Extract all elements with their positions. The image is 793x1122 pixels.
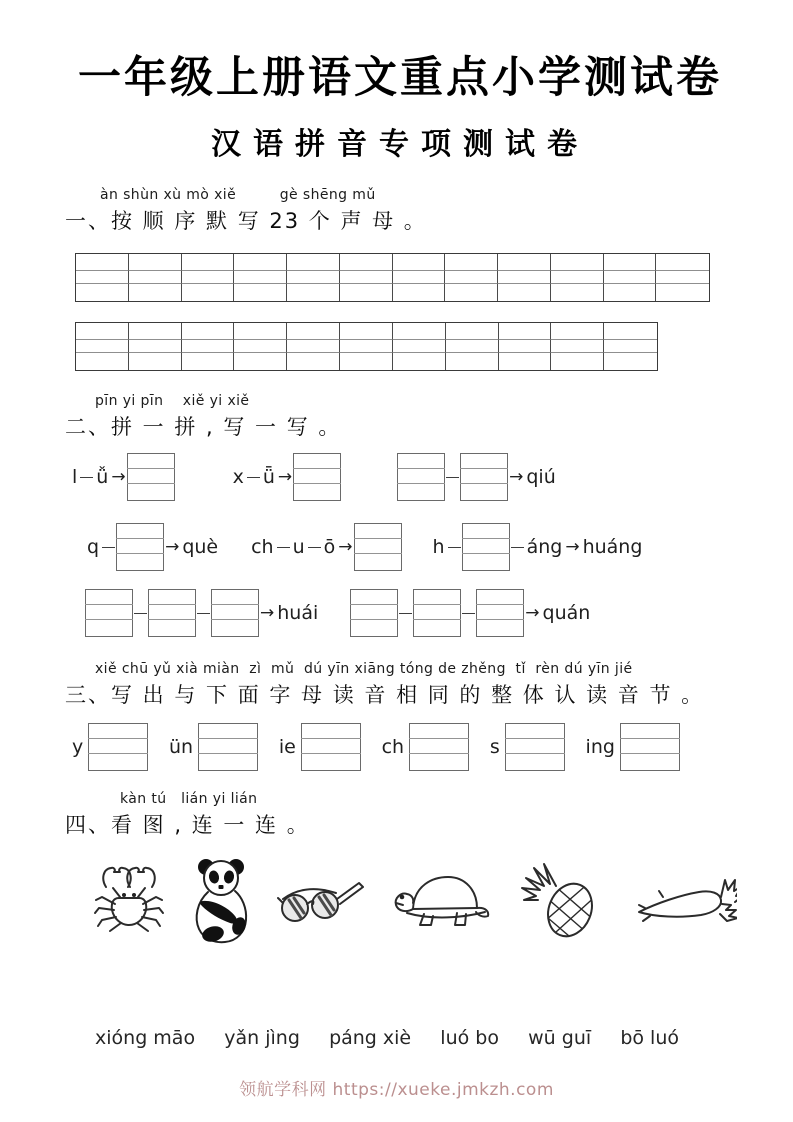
answer-box: [198, 723, 258, 771]
grid-cell: [129, 323, 182, 340]
syllable-item: [584, 723, 680, 771]
grid-cell: [445, 271, 498, 284]
turtle-icon: [391, 869, 493, 931]
arrow-icon: →: [338, 537, 353, 557]
answer-box: [350, 589, 398, 637]
answer-box: [620, 723, 680, 771]
grid-cell: [182, 254, 235, 271]
syllable-label: ie: [278, 736, 296, 758]
pinyin-token: ǖ: [262, 466, 275, 488]
grid-cell: [340, 254, 393, 271]
answer-box: [397, 453, 445, 501]
grid-cell: [446, 323, 499, 340]
grid-cell: [604, 254, 657, 271]
arrow-icon: →: [165, 537, 180, 557]
pinyin-token: ch: [251, 536, 274, 558]
initials-grid-top: [75, 253, 710, 302]
section-one-initials: [65, 187, 735, 371]
crab-image: [93, 860, 165, 940]
turtle-image: [391, 869, 493, 931]
pinyin-token: x: [232, 466, 244, 488]
grid-cell: [604, 271, 657, 284]
grid-cell: [393, 353, 446, 370]
grid-cell: [604, 340, 657, 353]
arrow-icon: →: [260, 603, 275, 623]
pinyin-word: xióng māo: [95, 1027, 196, 1049]
grid-cell: [129, 284, 182, 301]
grid-cell: [287, 254, 340, 271]
page-subtitle: 汉语拼音专项测试卷: [211, 128, 589, 161]
answer-box: [85, 589, 133, 637]
grid-cell: [76, 271, 129, 284]
connector-line: [446, 477, 459, 478]
pinyin-token: quán: [542, 602, 591, 624]
grid-cell: [446, 340, 499, 353]
grid-cell: [129, 353, 182, 370]
pinyin-token: q: [87, 536, 100, 558]
grid-cell: [76, 323, 129, 340]
connector-line: [80, 477, 93, 478]
pineapple-icon: [518, 858, 610, 942]
grid-cell: [182, 271, 235, 284]
grid-cell: [287, 353, 340, 370]
grid-cell: [340, 340, 393, 353]
syllable-label: y: [72, 736, 84, 758]
pineapple-image: [518, 858, 610, 942]
grid-cell: [182, 323, 235, 340]
section-one-heading: 一、按 顺 序 默 写 23 个 声 母 。: [65, 209, 427, 233]
grid-cell: [340, 353, 393, 370]
panda-icon: [190, 856, 252, 944]
grid-cell: [656, 284, 709, 301]
grid-cell: [498, 271, 551, 284]
spelling-exercise: [350, 589, 592, 637]
pinyin-token: huái: [277, 602, 319, 624]
grid-cell: [499, 353, 552, 370]
pinyin-token: què: [182, 536, 219, 558]
grid-cell: [393, 340, 446, 353]
connector-line: [277, 547, 290, 548]
carrot-icon: [635, 872, 737, 928]
grid-cell: [499, 323, 552, 340]
grid-cell: [234, 323, 287, 340]
pinyin-word: luó bo: [440, 1027, 499, 1049]
answer-box: [211, 589, 259, 637]
section-four-heading: 四、看 图 , 连 一 连 。: [65, 813, 310, 837]
pinyin-token: áng: [526, 536, 563, 558]
pinyin-token: u: [292, 536, 305, 558]
grid-cell: [76, 340, 129, 353]
answer-box: [354, 523, 402, 571]
syllable-label: ing: [585, 736, 615, 758]
grid-cell: [340, 323, 393, 340]
syllable-label: s: [489, 736, 500, 758]
section-four-pinyin: kàn tú lián yi lián: [120, 791, 258, 807]
grid-cell: [551, 340, 604, 353]
connector-line: [197, 613, 210, 614]
grid-cell: [129, 340, 182, 353]
grid-cell: [234, 340, 287, 353]
answer-box: [413, 589, 461, 637]
connector-line: [308, 547, 321, 548]
initials-grid-bottom: [75, 322, 658, 371]
answer-box: [476, 589, 524, 637]
answer-box: [460, 453, 508, 501]
spelling-row-2: [85, 523, 735, 571]
grid-cell: [393, 323, 446, 340]
spelling-exercise: [231, 453, 342, 501]
answer-box: [293, 453, 341, 501]
grid-cell: [551, 353, 604, 370]
section-four-matching: [65, 791, 735, 1049]
pinyin-word: yǎn jìng: [224, 1027, 300, 1049]
grid-cell: [76, 353, 129, 370]
grid-cell: [182, 284, 235, 301]
connector-line: [448, 547, 461, 548]
syllable-label: ün: [169, 736, 194, 758]
glasses-icon: [277, 875, 365, 925]
syllable-label: ch: [381, 736, 405, 758]
grid-cell: [287, 323, 340, 340]
grid-cell: [445, 284, 498, 301]
arrow-icon: →: [277, 467, 293, 487]
answer-box: [148, 589, 196, 637]
pinyin-token: h: [432, 536, 445, 558]
grid-cell: [287, 271, 340, 284]
section-one-pinyin: àn shùn xù mò xiě gè shēng mǔ: [100, 187, 376, 203]
section-two-spelling: [65, 393, 735, 637]
grid-cell: [340, 271, 393, 284]
answer-box: [462, 523, 510, 571]
spelling-row-3: [85, 589, 735, 637]
grid-cell: [445, 254, 498, 271]
answer-box: [409, 723, 469, 771]
grid-cell: [604, 284, 657, 301]
spelling-exercise: [70, 453, 175, 501]
grid-cell: [182, 353, 235, 370]
spelling-exercise: [249, 523, 401, 571]
syllable-item: [70, 723, 148, 771]
connector-line: [511, 547, 524, 548]
arrow-icon: →: [525, 603, 540, 623]
matching-images-row: [93, 853, 737, 947]
grid-cell: [604, 323, 657, 340]
pinyin-token: qiú: [526, 466, 556, 488]
grid-cell: [182, 340, 235, 353]
pinyin-token: l: [72, 466, 78, 488]
grid-cell: [340, 284, 393, 301]
grid-cell: [498, 284, 551, 301]
section-two-heading: 二、拼 一 拼 , 写 一 写 。: [65, 415, 342, 439]
connector-line: [102, 547, 115, 548]
grid-cell: [604, 353, 657, 370]
grid-cell: [393, 254, 446, 271]
grid-cell: [287, 284, 340, 301]
grid-cell: [551, 323, 604, 340]
connector-line: [399, 613, 412, 614]
connector-line: [462, 613, 475, 614]
connector-line: [247, 477, 260, 478]
pinyin-word: páng xiè: [329, 1027, 412, 1049]
carrot-image: [635, 872, 737, 928]
grid-cell: [76, 284, 129, 301]
glasses-image: [277, 875, 365, 925]
grid-cell: [129, 254, 182, 271]
grid-cell: [287, 340, 340, 353]
arrow-icon: →: [509, 467, 524, 487]
answer-box: [301, 723, 361, 771]
syllable-item: [167, 723, 258, 771]
syllable-item: [380, 723, 470, 771]
arrow-icon: →: [565, 537, 580, 557]
grid-cell: [129, 271, 182, 284]
grid-cell: [76, 254, 129, 271]
matching-words-row: [95, 1027, 679, 1049]
grid-cell: [551, 271, 604, 284]
pinyin-token: ō: [323, 536, 336, 558]
grid-cell: [234, 254, 287, 271]
footer-watermark: 领航学科网 https://xueke.jmkzh.com: [239, 1080, 554, 1100]
crab-icon: [93, 860, 165, 940]
answer-box: [127, 453, 175, 501]
answer-box: [505, 723, 565, 771]
grid-cell: [551, 254, 604, 271]
connector-line: [134, 613, 147, 614]
section-two-pinyin: pīn yi pīn xiě yi xiě: [95, 393, 250, 409]
spelling-exercise: [397, 453, 558, 501]
answer-box: [116, 523, 164, 571]
pinyin-token: ǚ: [96, 466, 109, 488]
grid-cell: [656, 271, 709, 284]
spelling-exercise: [85, 523, 220, 571]
grid-cell: [234, 284, 287, 301]
spelling-row-1: [70, 453, 735, 501]
grid-cell: [393, 284, 446, 301]
grid-cell: [234, 353, 287, 370]
grid-cell: [551, 284, 604, 301]
panda-image: [190, 856, 252, 944]
grid-cell: [446, 353, 499, 370]
answer-box: [88, 723, 148, 771]
grid-cell: [393, 271, 446, 284]
spelling-exercise: [85, 589, 320, 637]
pinyin-word: bō luó: [620, 1027, 679, 1049]
section-three-heading: 三、写 出 与 下 面 字 母 读 音 相 同 的 整 体 认 读 音 节 。: [65, 683, 705, 707]
pinyin-token: huáng: [582, 536, 643, 558]
grid-cell: [499, 340, 552, 353]
section-three-pinyin: xiě chū yǔ xià miàn zì mǔ dú yīn xiāng tóng de zhěng tǐ rèn dú yīn jié: [95, 661, 633, 677]
page-title: 一年级上册语文重点小学测试卷: [78, 54, 722, 102]
grid-cell: [498, 254, 551, 271]
grid-cell: [234, 271, 287, 284]
syllable-item: [488, 723, 565, 771]
arrow-icon: →: [111, 467, 126, 487]
pinyin-word: wū guī: [528, 1027, 592, 1049]
section-three-syllables: [65, 661, 735, 771]
syllable-item: [277, 723, 361, 771]
syllable-items-row: [70, 723, 680, 771]
spelling-exercise: [431, 523, 645, 571]
grid-cell: [656, 254, 709, 271]
